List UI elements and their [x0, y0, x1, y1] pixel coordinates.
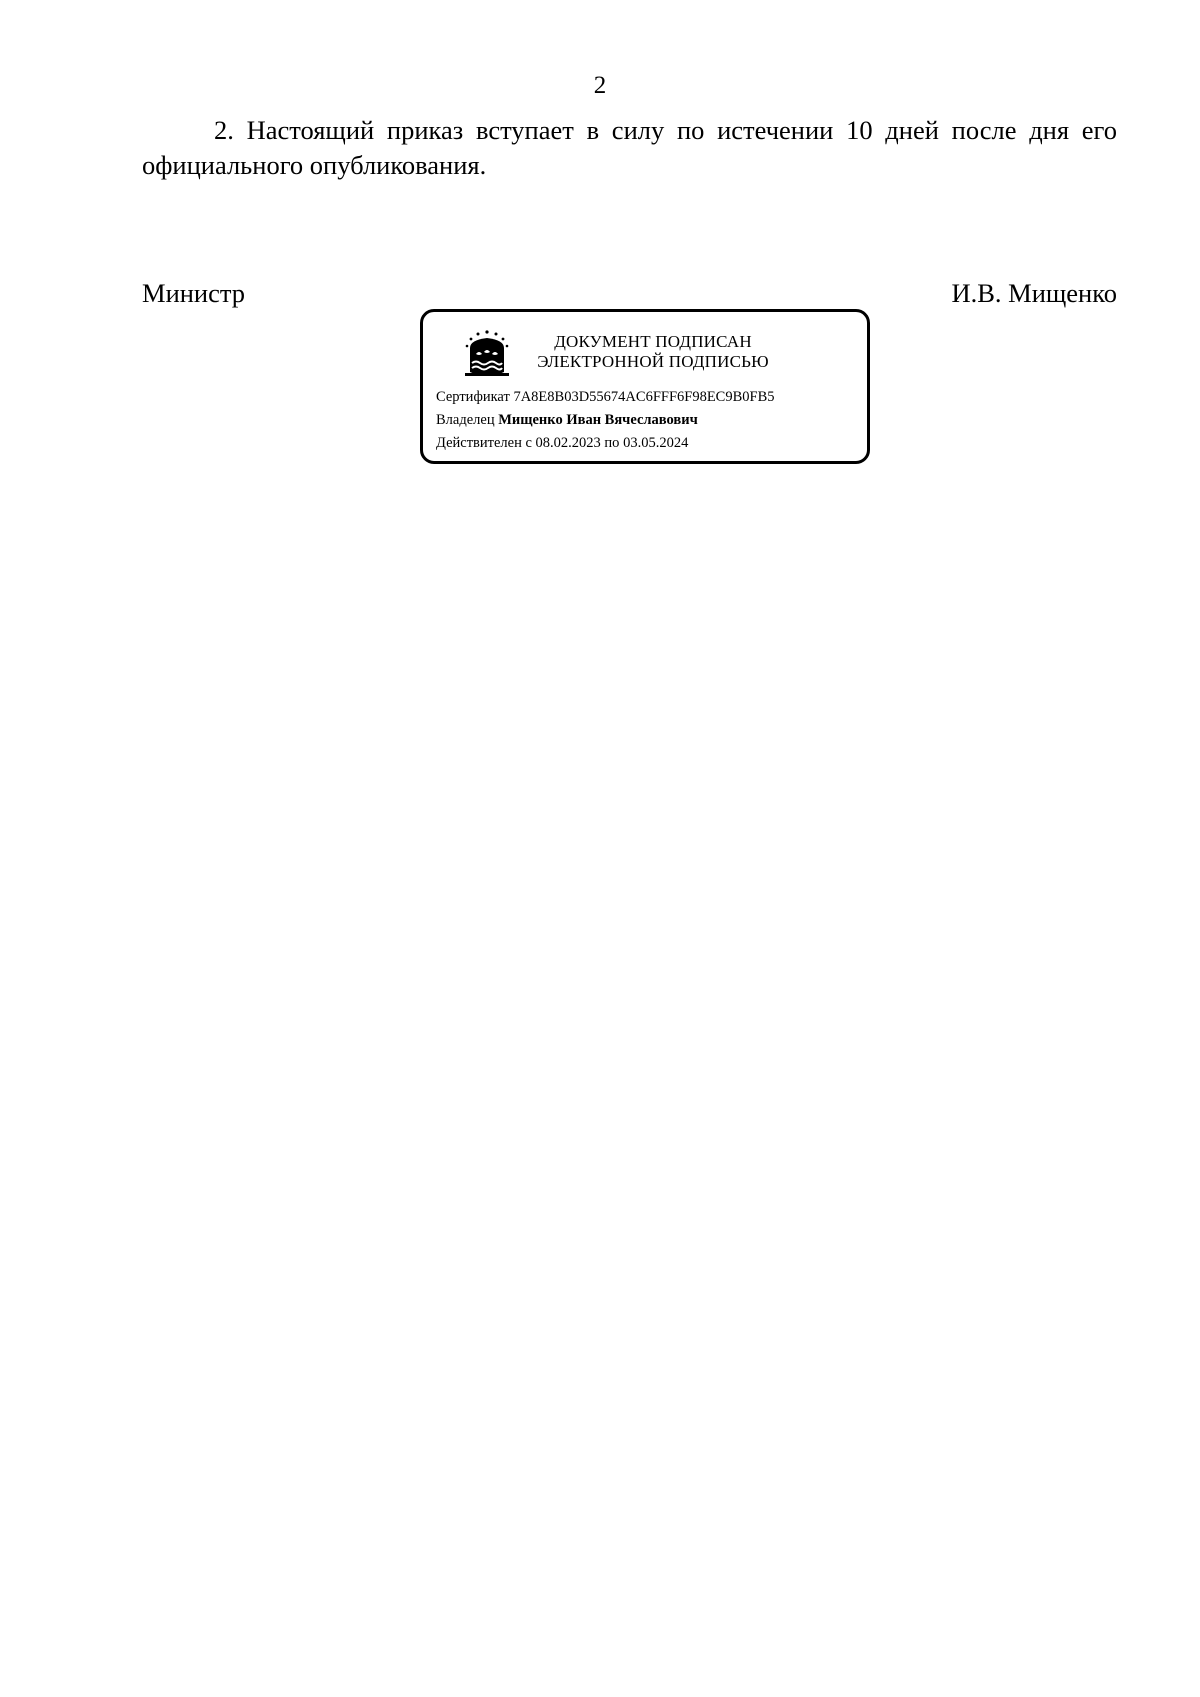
- certificate-line: [436, 389, 775, 406]
- stamp-title-line-2: ЭЛЕКТРОННОЙ ПОДПИСЬЮ: [537, 352, 769, 371]
- signatory-position: Министр: [142, 278, 246, 308]
- stamp-title-line-1: ДОКУМЕНТ ПОДПИСАН: [554, 332, 752, 351]
- stamp-title: [533, 332, 773, 372]
- validity-line: [436, 435, 688, 452]
- owner-label: Владелец: [436, 412, 495, 428]
- valid-from-label: Действителен с: [436, 435, 532, 451]
- signatory-name: И.В. Мищенко: [951, 278, 1117, 308]
- valid-to-label: по: [604, 435, 620, 451]
- owner-value: Мищенко Иван Вячеславович: [498, 412, 698, 428]
- signature-row: [142, 278, 1117, 309]
- valid-to-date: 03.05.2024: [623, 435, 689, 451]
- page-number: 2: [593, 72, 607, 99]
- electronic-signature-stamp: [420, 309, 870, 464]
- certificate-label: Сертификат: [436, 389, 510, 405]
- coat-of-arms-icon: [461, 326, 513, 382]
- owner-line: [436, 412, 698, 429]
- order-paragraph: 2. Настоящий приказ вступает в силу по истечении 10 дней после дня его официального опубликования.: [142, 115, 1117, 180]
- valid-from-date: 08.02.2023: [535, 435, 601, 451]
- certificate-value: 7A8E8B03D55674AC6FFF6F98EC9B0FB5: [513, 389, 775, 405]
